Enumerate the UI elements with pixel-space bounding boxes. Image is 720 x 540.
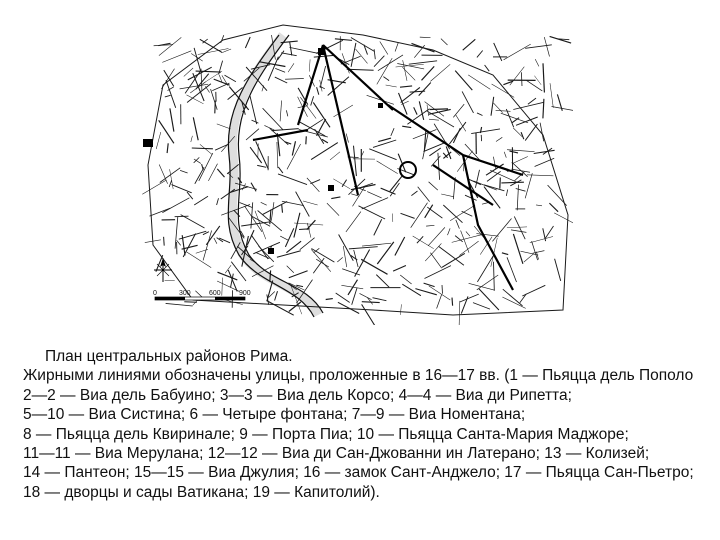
caption-line: 5—10 — Виа Систина; 6 — Четыре фонтана; 7—9 — Виа Номентана; (23, 406, 526, 424)
scale-label-600: 600 (209, 290, 221, 297)
north-arrow-icon (154, 258, 172, 282)
rome-city-map (133, 15, 573, 325)
caption-line: 18 — дворцы и сады Ватикана; 19 — Капитолий). (23, 483, 380, 501)
map-drawing (133, 15, 573, 325)
scale-label-0: 0 (153, 290, 157, 297)
scale-bar (153, 290, 251, 300)
scale-label-300: 300 (179, 290, 191, 297)
caption-title: План центральных районов Рима. (45, 348, 293, 365)
caption-line: 8 — Пьяцца дель Квиринале; 9 — Порта Пиа; 10 — Пьяцца Санта-Мария Маджоре; (23, 425, 629, 443)
caption-line: Жирными линиями обозначены улицы, проложенные в 16—17 вв. (1 — Пьяцца дель Пополо (23, 367, 694, 385)
caption-line: 11—11 — Виа Мерулана; 12—12 — Виа ди Сан-Джованни ин Латерано; 13 — Колизей; (23, 444, 650, 462)
map-caption (23, 347, 720, 502)
caption-line: 2—2 — Виа дель Бабуино; 3—3 — Виа дель Корсо; 4—4 — Виа ди Рипетта; (23, 386, 572, 404)
caption-line: 14 — Пантеон; 15—15 — Виа Джулия; 16 — замок Сант-Анджело; 17 — Пьяцца Сан-Пьетро; (23, 464, 694, 482)
scale-label-900: 900 (239, 290, 251, 297)
